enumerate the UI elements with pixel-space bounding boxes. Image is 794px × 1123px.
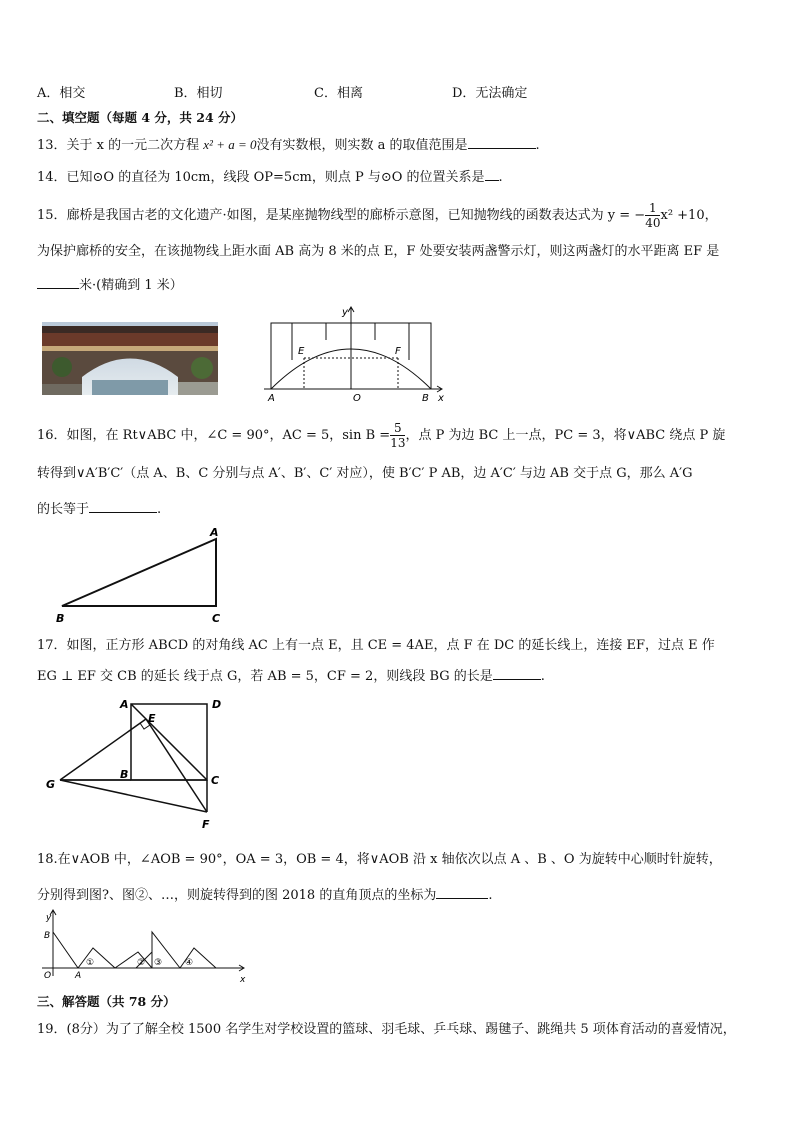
q16-text-b: ，点 P 为边 BC 上一点，PC = 3，将∨ABC 绕点 P 旋 — [405, 428, 726, 443]
q14-end: . — [498, 170, 503, 185]
q15-answer-blank — [37, 276, 79, 289]
fig15-label-x: x — [438, 393, 444, 403]
option-c: C．相离 — [314, 86, 363, 101]
question-17-line-1: 17．如图，正方形 ABCD 的对角线 AC 上有一点 E，且 CE = 4AE，点 F 在 DC 的延长线上，连接 EF，过点 E 作 — [37, 638, 715, 653]
q15-frac-num: 1 — [645, 201, 660, 216]
fig17-label-d: D — [212, 698, 222, 711]
q16-text-a: 16．如图，在 Rt∨ABC 中，∠C = 90°，AC = 5，sin B = — [37, 428, 391, 443]
right-triangle-diagram — [50, 526, 240, 626]
question-19: 19．(8分）为了了解全校 1500 名学生对学校设置的篮球、羽毛球、乒乓球、踢毽子、跳绳共 5 项体育活动的喜爱情况， — [37, 1022, 736, 1037]
q15-text-a: 15．廊桥是我国古老的文化遗产·如图，是某座抛物线型的廊桥示意图，已知抛物线的函数表达式为 y = − — [37, 208, 646, 223]
q14-text: 14．已知⊙O 的直径为 10cm，线段 OP=5cm，则点 P 与⊙O 的位置关系是 — [37, 170, 485, 185]
question-15-line-1 — [37, 201, 718, 230]
q13-end: . — [535, 138, 540, 153]
fig15-label-a: A — [268, 393, 275, 403]
question-17-line-2 — [37, 665, 545, 684]
q14-answer-blank — [485, 168, 499, 181]
fig16-label-c: C — [212, 612, 221, 625]
rotation-sequence-diagram — [30, 906, 250, 984]
fig15-label-o: O — [353, 393, 361, 403]
fig18-circled-1: ① — [86, 958, 95, 968]
option-d: D．无法确定 — [452, 86, 528, 101]
fig17-label-f: F — [202, 818, 210, 831]
section-heading-fill-blank: 二、填空题（每题 4 分，共 24 分） — [37, 110, 244, 125]
fig15-label-f: F — [395, 346, 401, 357]
fig18-circled-2: ② — [137, 958, 146, 968]
q18-text: 分别得到图?、图②、…，则旋转得到的图 2018 的直角顶点的坐标为 — [37, 888, 437, 903]
fig17-label-a: A — [120, 698, 129, 711]
fig18-label-a: A — [75, 971, 82, 981]
question-13 — [37, 134, 540, 153]
question-16-line-1 — [37, 421, 725, 450]
question-14 — [37, 166, 503, 185]
question-18-line-2 — [37, 884, 492, 903]
q16-frac-num: 5 — [390, 421, 405, 436]
bridge-photo — [42, 322, 218, 395]
fig17-label-b: B — [120, 768, 129, 781]
section-heading-solutions: 三、解答题（共 78 分） — [37, 994, 176, 1009]
q15-text-b: x² +10， — [660, 208, 718, 223]
fig18-circled-3: ③ — [154, 958, 163, 968]
question-18-line-1: 18.在∨AOB 中，∠AOB = 90°，OA = 3，OB = 4，将∨AOB 沿 x 轴依次以点 A 、B 、O 为旋转中心顺时针旋转， — [37, 852, 722, 867]
fig16-label-a: A — [210, 526, 219, 539]
square-diagonal-diagram — [40, 694, 240, 834]
fig17-label-e: E — [148, 712, 156, 725]
q18-end: . — [488, 888, 493, 903]
fig18-label-b: B — [44, 931, 51, 941]
q15-text-c: 米·(精确到 1 米） — [79, 278, 183, 293]
q13-answer-blank — [468, 136, 536, 149]
fig18-label-o: O — [44, 971, 52, 981]
option-a: A．相交 — [37, 86, 86, 101]
q16-frac-den: 13 — [390, 436, 406, 450]
q15-frac-den: 40 — [645, 216, 661, 230]
fig16-label-b: B — [56, 612, 65, 625]
option-b: B．相切 — [174, 86, 223, 101]
fig15-label-e: E — [298, 346, 305, 357]
question-15-line-3 — [37, 274, 183, 293]
fig15-label-y: y — [342, 307, 348, 318]
fig17-label-c: C — [211, 774, 220, 787]
fig18-label-y: y — [46, 913, 52, 923]
parabola-bridge-diagram — [262, 303, 447, 403]
question-15-line-2: 为保护廊桥的安全，在该抛物线上距水面 AB 高为 8 米的点 E，F 处要安装两盏警示灯，则这两盏灯的水平距离 EF 是 — [37, 244, 720, 259]
q17-answer-blank — [493, 667, 541, 680]
q16-answer-blank — [89, 500, 157, 513]
q17-end: . — [540, 669, 545, 684]
q17-text: EG ⊥ EF 交 CB 的延长 线于点 G，若 AB = 5，CF = 2，则线段 BG 的长是 — [37, 669, 493, 684]
fig18-circled-4: ④ — [185, 958, 194, 968]
fig17-label-g: G — [46, 778, 56, 791]
q13-equation: x² + a = 0 — [203, 137, 257, 152]
q13-text-b: 没有实数根，则实数 a 的取值范围是 — [256, 138, 468, 153]
q16-end: . — [157, 502, 162, 517]
question-16-line-2: 转得到∨A′B′C′（点 A、B、C 分别与点 A′、B′、C′ 对应），使 B′C′ P AB，边 A′C′ 与边 AB 交于点 G，那么 A′G — [37, 466, 693, 481]
fig18-label-x: x — [240, 975, 246, 984]
q18-answer-blank — [436, 886, 488, 899]
fig15-label-b: B — [422, 393, 429, 403]
question-16-line-3 — [37, 498, 161, 517]
q13-text-a: 13．关于 x 的一元二次方程 — [37, 138, 204, 153]
q16-text-c: 的长等于 — [37, 502, 90, 517]
